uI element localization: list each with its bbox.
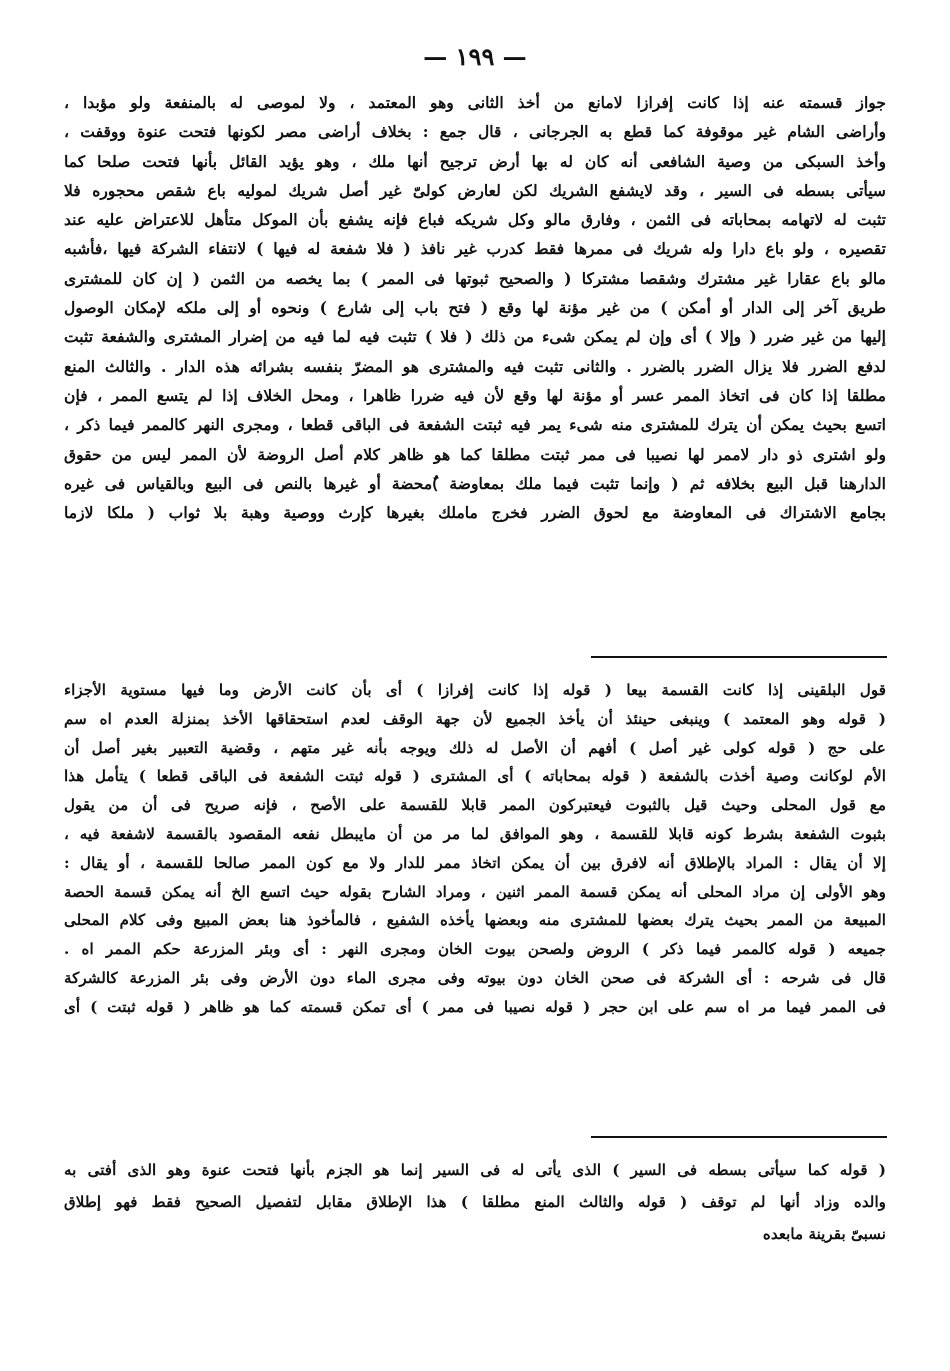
footnote-line: والده وزاد أنها لم توقف ( قوله والثالث المنع مطلقا ) هذا الإطلاق مقابل لتفصيل الصحيح فقط فهو إطلاق (64, 1193, 886, 1211)
gloss-line: مع قول المحلى وحيث قيل بالثبوت فيعتبركون الممر قابلا للقسمة على الأصح ، فإنه صريح فى أن من يقول (64, 796, 886, 815)
main-line: لدفع الضرر فلا يزال الضرر بالضرر . والثانى تثبت فيه والمشترى هو المضرّ بنفسه بشرائه هذه الدار . والثالث المنع (64, 356, 886, 376)
footnote-text (64, 1154, 886, 1250)
gloss-text (64, 676, 886, 1022)
gloss-line: المبيعة من الممر بحيث يترك بعضها للمشترى منه وبعضها يأخذه الشفيع ، فالمأخوذ هنا بعض المبيع وفى كلام المحلى (64, 911, 886, 930)
main-line: سيأتى بسطه فى السير ، وقد لايشفع الشريك لكن لعارض كولىّ غير أصل شريك لموليه باع شقص محجوره فلا (64, 180, 886, 200)
main-line: مطلقا إذا كان فى اتخاذ الممر عسر أو مؤنة لها وقع لأن فيه ضررا ظاهرا ، ومحل الخلاف إذا لم يتسع الممر ، فإن (64, 385, 886, 405)
main-line: وأراضى الشام غير موقوفة كما قطع به الجرجانى ، قال جمع : بخلاف أراضى مصر لكونها فتحت عنوة ووقفت ، (64, 122, 886, 142)
main-line: جواز قسمته عنه إذا كانت إفرازا لامانع من أخذ الثانى وهو المعتمد ، ولا لموصى له بالمنفعة ولو مؤبدا ، (64, 93, 886, 112)
gloss-line: جميعه ( قوله كالممر فيما ذكر ) الروض ولصحن بيوت الخان ومجرى النهر : أى وبئر المزرعة حكم الممر اه . (64, 940, 886, 959)
main-line: تقصيره ، ولو باع دارا وله شريك فى ممرها فقط كدرب غير نافذ ( فلا شفعة له فيها ) لانتفاء الشركة فيها ،فأشبه (64, 239, 886, 259)
gloss-line: على حج ( قوله كولى غير أصل ) أفهم أن الأصل له ذلك ويوجه بأنه غير متهم ، وقضية التعبير بغير أصل أن (64, 738, 886, 757)
footnote-line: ( قوله كما سيأتى بسطه فى السير ) الذى يأتى له فى السير إنما هو الجزم بأنها فتحت عنوة وهو الذى أفتى به (64, 1161, 886, 1179)
gloss-line: إلا أن يقال : المراد بالإطلاق أنه لافرق بين أن يمكن اتخاذ ممر للدار ولا مع كون الممر صالحا للقسمة ، أو يقال : (64, 853, 886, 872)
main-line: اتسع بحيث يمكن أن يترك للمشترى منه شىء يمر فيه ثبتت الشفعة فى الباقى قطعا ، ومجرى النهر كالممر فيما ذكر ، (64, 415, 886, 435)
gloss-line: ( قوله وهو المعتمد ) وينبغى حينئذ أن يأخذ الجميع لأن جهة الوقف لعدم استحقاقها الأخذ بمنزلة العدم اه سم (64, 709, 886, 728)
gloss-line: بثبوت الشفعة بشرط كونه قابلا للقسمة ، وهو الموافق لما مر من أن مايبطل نفعه المقصود بالقسمة لاشفعة فيه ، (64, 824, 886, 843)
main-line: تثبت له لاتهامه بمحاباته فى الثمن ، وفارق مالو وكل شريكه فباع فإنه يشفع بأن الموكل متأهل للاعتراض عليه عند (64, 210, 886, 230)
main-text (64, 88, 886, 527)
gloss-line: الأم لوكانت وصية أخذت بالشفعة ( قوله بمحاباته ) أى المشترى ( قوله ثبتت الشفعة فى الباقى قطعا ) يتأمل هذا (64, 767, 886, 786)
gloss-line: قال فى شرحه : أى الشركة فى صحن الخان دون بيوته وفى مجرى الماء دون الأرض وفى بئر المزرعة كالشركة (64, 968, 886, 987)
separator-rule (591, 1136, 887, 1138)
main-line: ولو اشترى ذو دار لاممر لها نصيبا فى ممر ثبتت مطلقا كما هو ظاهر كلام أصل الروضة لأن الممر ليس من حقوق (64, 444, 886, 464)
gloss-line: وهو الأولى إن مراد المحلى أنه يمكن قسمة الممر اثنين ، ومراد الشارح بقوله حيث اتسع الخ أنه يمكن قسمة الحصة (64, 882, 886, 901)
gloss-line: قول البلقينى إذا كانت القسمة بيعا ( قوله إذا كانت إفرازا ) أى بأن كانت الأرض وما فيها مستوية الأجزاء (64, 681, 886, 699)
footnote-line: نسبىّ بقرينة مابعده (762, 1225, 886, 1243)
separator-rule (591, 656, 887, 658)
main-line: الدارهنا قبل البيع بخلافه ثم ( وإنما تثبت فيما ملك بمعاوضة )ٌمحضة أو غيرها بالنص فى البيع وبالقياس فى غيره (64, 473, 886, 493)
main-line: طريق آخر إلى الدار أو أمكن ) من غير مؤنة لها وقع ( فتح باب إلى شارع ) ونحوه أو إلى ملكه لإمكان الوصول (64, 298, 886, 318)
main-line: وأخذ السبكى من وصية الشافعى أنه كان له بها أرض ترجيح أنها ملك ، وهو يؤيد القائل بأنها فتحت صلحا كما (64, 151, 886, 171)
main-line: مالو باع عقارا غير مشترك وشقصا مشتركا ( والصحيح ثبوتها فى الممر ) بما يخصه من الثمن ( إن كان للمشترى (64, 268, 886, 288)
main-line: إليها من غير ضرر ( وإلا ) أى وإن لم يمكن شىء من ذلك ( فلا ) تثبت فيه لما فيه من إضرار المشترى والشفعة تثبت (64, 327, 886, 347)
gloss-line: فى الممر فيما مر اه سم على ابن حجر ( قوله نصيبا فى ممر ) أى تمكن قسمته كما هو ظاهر ( قوله ثبتت ) أى (64, 997, 886, 1016)
page-number: — ١٩٩ — (423, 42, 527, 71)
main-line: بجامع الاشتراك فى المعاوضة مع لحوق الضرر فخرج ماملك بغيرها كإرث ووصية وهبة بلا ثواب ( ملكا لازما (64, 503, 886, 523)
